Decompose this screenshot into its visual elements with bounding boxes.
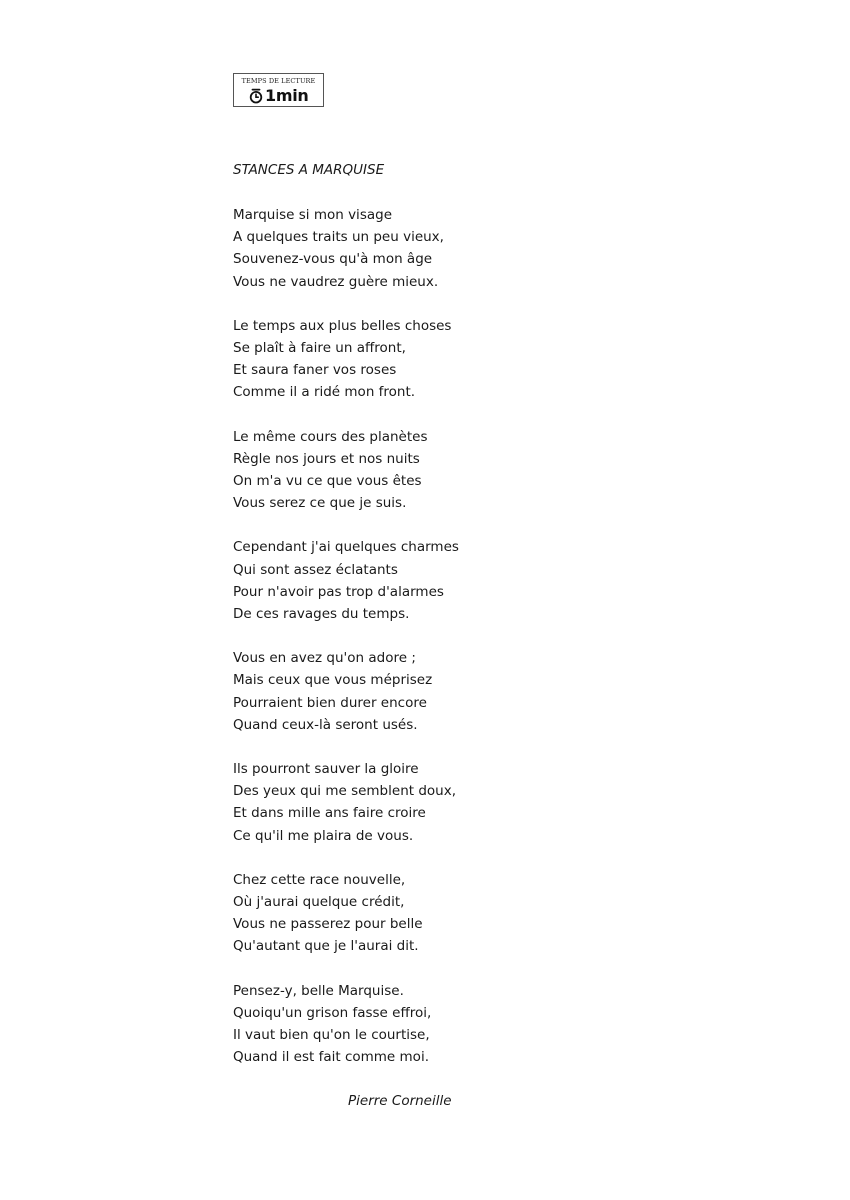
stanza: [233, 536, 459, 625]
verse-line: Cependant j'ai quelques charmes: [233, 539, 459, 556]
verse-line: Quand il est fait comme moi.: [233, 1049, 429, 1066]
verse-line: Vous ne vaudrez guère mieux.: [233, 273, 439, 290]
verse-line: Le même cours des planètes: [233, 428, 428, 445]
verse-line: Pour n'avoir pas trop d'alarmes: [233, 583, 444, 600]
verse-line: Ce qu'il me plaira de vous.: [233, 827, 414, 844]
reading-time-badge: [233, 73, 324, 107]
verse-line: On m'a vu ce que vous êtes: [233, 473, 422, 490]
verse-line: Marquise si mon visage: [233, 207, 392, 223]
verse-line: Mais ceux que vous méprisez: [233, 672, 433, 689]
stanza: [233, 426, 459, 515]
verse-line: Il vaut bien qu'on le courtise,: [233, 1027, 430, 1044]
verse-line: Le temps aux plus belles choses: [233, 317, 452, 334]
verse-line: Quoiqu'un grison fasse effroi,: [233, 1004, 432, 1021]
poem-author: Pierre Corneille: [348, 1093, 452, 1109]
stanza: [233, 204, 459, 293]
verse-line: Chez cette race nouvelle,: [233, 871, 406, 888]
verse-line: Des yeux qui me semblent doux,: [233, 783, 456, 800]
verse-line: Où j'aurai quelque crédit,: [233, 894, 405, 911]
verse-line: Se plaît à faire un affront,: [233, 340, 406, 357]
verse-line: Qui sont assez éclatants: [233, 561, 398, 578]
reading-time-value: 1min: [265, 86, 309, 105]
verse-line: De ces ravages du temps.: [233, 606, 410, 623]
stanza: [233, 315, 459, 404]
poem-body: [233, 204, 459, 1091]
verse-line: Pourraient bien durer encore: [233, 694, 427, 711]
verse-line: Règle nos jours et nos nuits: [233, 450, 420, 467]
verse-line: Comme il a ridé mon front.: [233, 384, 416, 401]
verse-line: Qu'autant que je l'aurai dit.: [233, 938, 419, 955]
verse-line: Vous ne passerez pour belle: [233, 916, 423, 933]
verse-line: Pensez-y, belle Marquise.: [233, 982, 404, 999]
verse-line: Vous serez ce que je suis.: [233, 495, 407, 512]
verse-line: Et dans mille ans faire croire: [233, 805, 426, 822]
verse-line: Et saura faner vos roses: [233, 362, 397, 379]
poem-title: STANCES A MARQUISE: [233, 162, 385, 178]
stanza: [233, 647, 459, 736]
verse-line: A quelques traits un peu vieux,: [233, 229, 444, 246]
verse-line: Souvenez-vous qu'à mon âge: [233, 251, 433, 268]
reading-time-row: [248, 86, 308, 106]
reading-time-label: TEMPS DE LECTURE: [241, 77, 316, 85]
stanza: [233, 980, 459, 1069]
verse-line: Ils pourront sauver la gloire: [233, 761, 419, 778]
stanza: [233, 758, 459, 847]
stanza: [233, 869, 459, 958]
timer-icon: [248, 88, 264, 104]
verse-line: Quand ceux-là seront usés.: [233, 716, 418, 733]
verse-line: Vous en avez qu'on adore ;: [233, 650, 416, 667]
